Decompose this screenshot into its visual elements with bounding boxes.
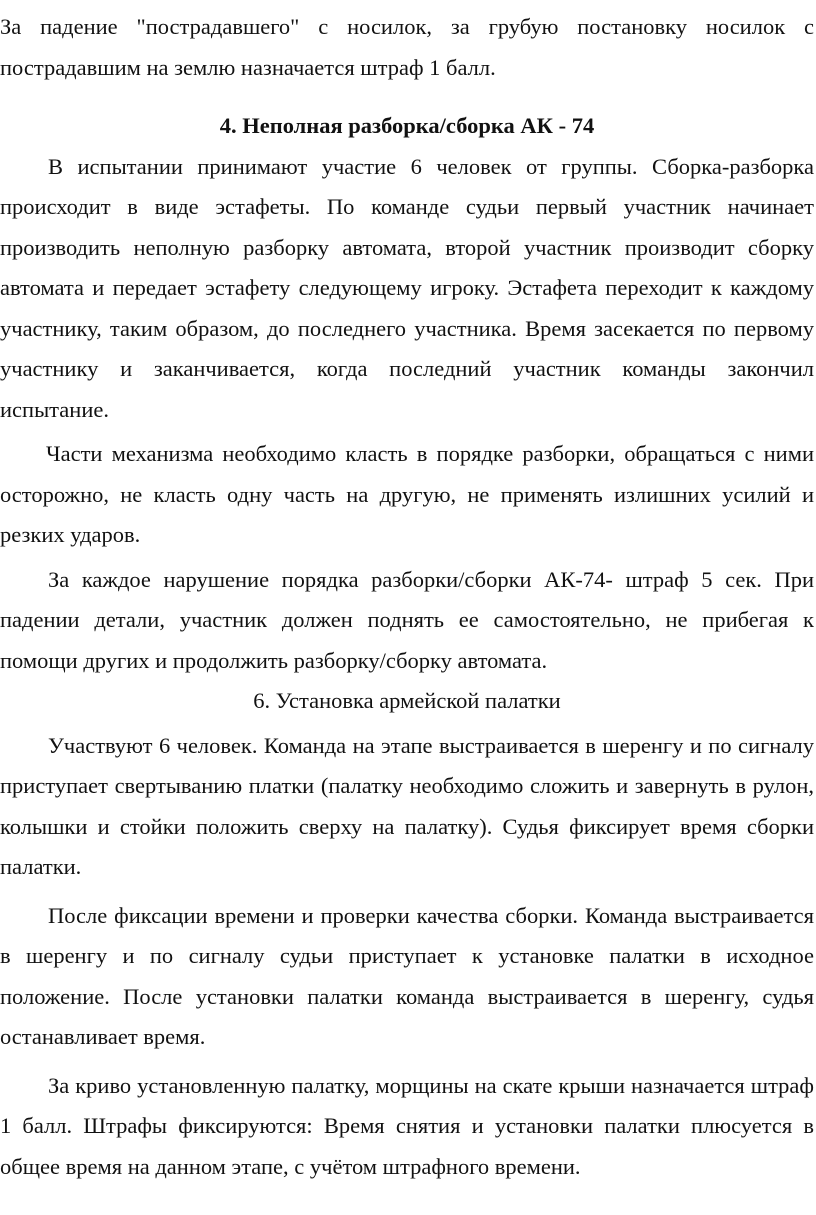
intro-paragraph: За падение "пострадавшего" с носилок, за грубую постановку носилок с пострадавшим на землю назначается штраф 1 балл. xyxy=(0,14,814,80)
section-4-paragraph-2: Части механизма необходимо класть в порядке разборки, обращаться с ними осторожно, не класть одну часть на другую, не применять излишних усилий и резких ударов. xyxy=(0,441,814,547)
section-4-title: 4. Неполная разборка/сборка АК - 74 xyxy=(219,113,595,138)
section-4-paragraph-3: За каждое нарушение порядка разборки/сборки АК-74- штраф 5 сек. При падении детали, участник должен поднять ее самостоятельно, не прибегая к помощи других и продолжить разборку/сборку автомата. xyxy=(0,566,814,673)
section-6-title: 6. Установка армейской палатки xyxy=(253,688,561,713)
section-4-paragraph-1: В испытании принимают участие 6 человек от группы. Сборка-разборка происходит в виде эстафеты. По команде судьи первый участник начинает производить неполную разборку автомата, второй участник производит сборку автомата и передает эстафету следующему игроку. Эстафета переходит к каждому участнику, таким образом, до последнего участника. Время засекается по первому участнику и заканчивается, когда последний участник команды закончил испытание. xyxy=(0,153,814,422)
section-6-paragraph-2: После фиксации времени и проверки качества сборки. Команда выстраивается в шеренгу и по сигналу судьи приступает к установке палатки в исходное положение. После установки палатки команда выстраивается в шеренгу, судья останавливает время. xyxy=(0,902,814,1049)
section-6-paragraph-1: Участвуют 6 человек. Команда на этапе выстраивается в шеренгу и по сигналу приступает свертыванию платки (палатку необходимо сложить и завернуть в рулон, колышки и стойки положить сверху на палатку). Судья фиксирует время сборки палатки. xyxy=(0,732,814,879)
section-6-paragraph-3: За криво установленную палатку, морщины на скате крыши назначается штраф 1 балл. Штрафы фиксируются: Время снятия и установки палатки плюсуется в общее время на данном этапе, с учётом штрафного времени. xyxy=(0,1072,814,1179)
